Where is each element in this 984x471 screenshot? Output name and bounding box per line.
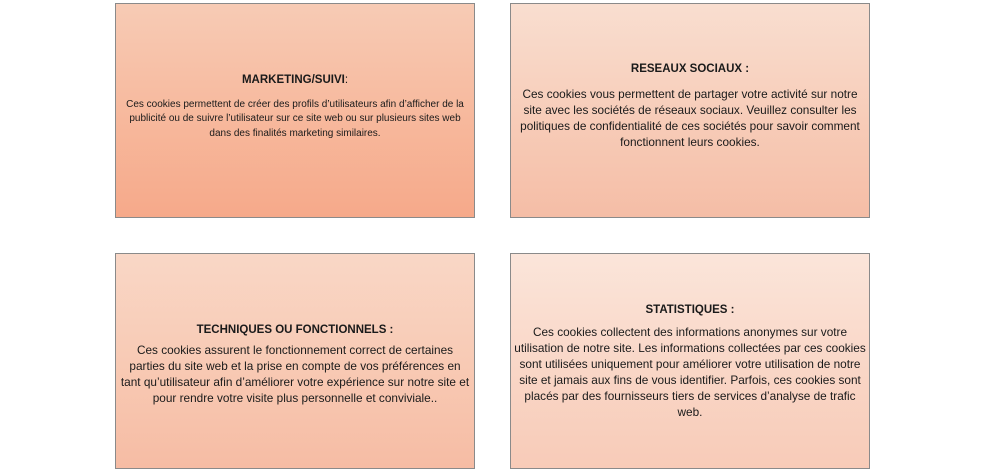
card-title: TECHNIQUES OU FONCTIONNELS :: [196, 324, 394, 336]
card-body: Ces cookies assurent le fonctionnement correct de certaines parties du site web et la prise en compte de vos préférences en tant qu’utilisateur afin d’améliorer votre expérience sur notre site et pour rendre votre visite plus personnelle et conviviale..: [120, 343, 470, 405]
card-body: Ces cookies permettent de créer des profils d’utilisateurs afin d’afficher de la publicité ou de suivre l’utilisateur sur ce site web ou sur plusieurs sites web dans des finalités marketing similaires.: [126, 98, 464, 139]
card-title: [242, 74, 348, 86]
card-body: Ces cookies vous permettent de partager votre activité sur notre site avec les sociétés de réseaux sociaux. Veuillez consulter les politiques de confidentialité de ces sociétés pour savoir comment fonctionnent leurs cookies.: [520, 87, 860, 149]
card-title: STATISTIQUES :: [645, 304, 735, 316]
card-title-suffix: :: [344, 73, 349, 86]
card-social-networks: [510, 3, 870, 218]
card-title: RESEAUX SOCIAUX :: [630, 63, 750, 75]
card-marketing-tracking: [115, 3, 475, 218]
card-statistics: [510, 253, 870, 469]
card-title-text: MARKETING/SUIVI: [241, 73, 345, 86]
card-technical-functional: [115, 253, 475, 469]
card-body: Ces cookies collectent des informations anonymes sur votre utilisation de notre site. Les informations collectées par ces cookies sont utilisées uniquement pour améliorer votre utilisation de notre site et jamais aux fins de vous identifier. Parfois, ces cookies sont placés par des fournisseurs tiers de services d’analyse de trafic web.: [514, 325, 866, 419]
